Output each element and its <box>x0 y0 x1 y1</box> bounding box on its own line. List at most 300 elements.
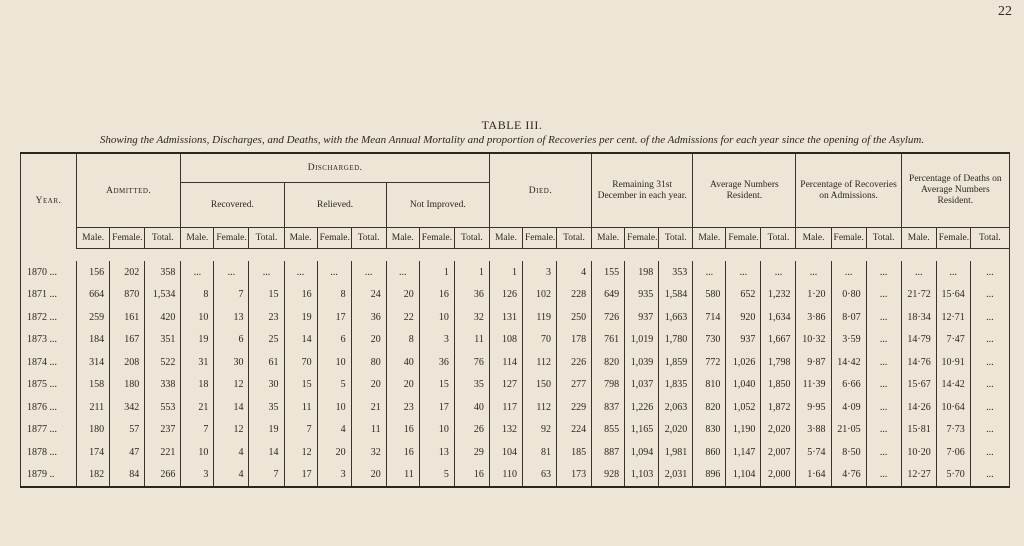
table-cell: ... <box>249 261 284 284</box>
table-cell: 9·87 <box>796 351 831 374</box>
table-cell: ... <box>970 441 1009 464</box>
table-cell: 150 <box>522 374 556 397</box>
subheader-female: Female. <box>214 228 249 249</box>
header-remaining: Remaining 31st December in each year. <box>592 153 693 228</box>
subheader-total: Total. <box>557 228 592 249</box>
table-cell: ... <box>284 261 317 284</box>
table-cell: 837 <box>592 396 625 419</box>
table-cell: 1,190 <box>726 419 761 442</box>
subheader-female: Female. <box>726 228 761 249</box>
table-cell: 12 <box>214 374 249 397</box>
table-cell: ... <box>351 261 386 284</box>
table-cell: 221 <box>145 441 181 464</box>
page-number: 22 <box>998 4 1012 19</box>
table-cell: 1,103 <box>625 464 659 488</box>
table-row <box>21 284 1010 307</box>
table-cell: 522 <box>145 351 181 374</box>
table-cell: 114 <box>489 351 522 374</box>
table-cell: 896 <box>693 464 726 488</box>
table-cell: ... <box>866 441 901 464</box>
table-cell: 1,040 <box>726 374 761 397</box>
table-cell: 15·67 <box>901 374 936 397</box>
table-cell: 860 <box>693 441 726 464</box>
statistics-table-container <box>20 152 1010 488</box>
table-cell: 15 <box>249 284 284 307</box>
table-cell: 10 <box>419 306 454 329</box>
table-cell: 119 <box>522 306 556 329</box>
row-year: 1870 ... <box>21 261 77 284</box>
table-cell: 7·47 <box>936 329 970 352</box>
table-cell: 30 <box>249 374 284 397</box>
table-cell: 1,039 <box>625 351 659 374</box>
table-cell: 338 <box>145 374 181 397</box>
table-cell: 14 <box>249 441 284 464</box>
table-cell: 10·20 <box>901 441 936 464</box>
table-cell: 5·74 <box>796 441 831 464</box>
table-cell: ... <box>970 261 1009 284</box>
table-cell: 7 <box>249 464 284 488</box>
table-cell: 70 <box>522 329 556 352</box>
row-year: 1878 ... <box>21 441 77 464</box>
table-cell: 250 <box>557 306 592 329</box>
table-cell: 2,020 <box>659 419 693 442</box>
table-cell: 4 <box>557 261 592 284</box>
table-cell: 26 <box>454 419 489 442</box>
table-cell: 798 <box>592 374 625 397</box>
table-cell: 211 <box>77 396 110 419</box>
table-cell: 3·86 <box>796 306 831 329</box>
table-cell: 10·32 <box>796 329 831 352</box>
table-cell: 1,534 <box>145 284 181 307</box>
header-row-3 <box>21 228 1010 249</box>
table-cell: 1·20 <box>796 284 831 307</box>
subheader-total: Total. <box>145 228 181 249</box>
table-cell: 17 <box>284 464 317 488</box>
table-cell: 17 <box>419 396 454 419</box>
table-cell: 820 <box>693 396 726 419</box>
table-cell: 1,850 <box>761 374 796 397</box>
table-cell: 24 <box>351 284 386 307</box>
subheader-female: Female. <box>110 228 145 249</box>
table-cell: 15·81 <box>901 419 936 442</box>
table-cell: 132 <box>489 419 522 442</box>
table-cell: 1,835 <box>659 374 693 397</box>
table-cell: 1 <box>454 261 489 284</box>
table-cell: 10·64 <box>936 396 970 419</box>
header-recovered: Recovered. <box>181 183 284 228</box>
row-year: 1875 ... <box>21 374 77 397</box>
table-cell: 761 <box>592 329 625 352</box>
table-cell: 208 <box>110 351 145 374</box>
table-cell: 10 <box>317 351 351 374</box>
row-year: 1873 ... <box>21 329 77 352</box>
subheader-male: Male. <box>796 228 831 249</box>
table-cell: 178 <box>557 329 592 352</box>
table-cell: 314 <box>77 351 110 374</box>
table-cell: 20 <box>351 374 386 397</box>
header-discharged: Discharged. <box>181 153 490 183</box>
table-cell: 4 <box>214 464 249 488</box>
table-cell: 420 <box>145 306 181 329</box>
table-cell: ... <box>866 464 901 488</box>
table-cell: 21 <box>181 396 214 419</box>
table-cell: 198 <box>625 261 659 284</box>
table-cell: 158 <box>77 374 110 397</box>
table-cell: 5 <box>317 374 351 397</box>
table-cell: 1,232 <box>761 284 796 307</box>
table-cell: 1 <box>489 261 522 284</box>
subheader-female: Female. <box>419 228 454 249</box>
table-cell: 84 <box>110 464 145 488</box>
subheader-total: Total. <box>761 228 796 249</box>
table-cell: 6 <box>214 329 249 352</box>
subheader-male: Male. <box>181 228 214 249</box>
table-cell: 23 <box>386 396 419 419</box>
header-died: Died. <box>489 153 591 228</box>
table-cell: 3·59 <box>831 329 866 352</box>
table-cell: 1,780 <box>659 329 693 352</box>
table-cell: 19 <box>284 306 317 329</box>
table-cell: ... <box>866 351 901 374</box>
table-cell: 6·66 <box>831 374 866 397</box>
table-cell: 22 <box>386 306 419 329</box>
table-cell: 19 <box>181 329 214 352</box>
subheader-male: Male. <box>693 228 726 249</box>
table-cell: 110 <box>489 464 522 488</box>
table-cell: 664 <box>77 284 110 307</box>
table-cell: ... <box>866 261 901 284</box>
table-cell: ... <box>866 396 901 419</box>
table-cell: 5·70 <box>936 464 970 488</box>
table-row <box>21 306 1010 329</box>
table-cell: 820 <box>592 351 625 374</box>
table-cell: 7 <box>214 284 249 307</box>
table-cell: 855 <box>592 419 625 442</box>
table-cell: 1,147 <box>726 441 761 464</box>
subheader-female: Female. <box>936 228 970 249</box>
table-cell: ... <box>831 261 866 284</box>
table-cell: 17 <box>317 306 351 329</box>
table-cell: 772 <box>693 351 726 374</box>
table-cell: 20 <box>351 464 386 488</box>
table-cell: 2,007 <box>761 441 796 464</box>
table-cell: 11·39 <box>796 374 831 397</box>
table-cell: 14·26 <box>901 396 936 419</box>
table-row <box>21 261 1010 284</box>
table-cell: 228 <box>557 284 592 307</box>
table-cell: 32 <box>351 441 386 464</box>
table-cell: ... <box>970 306 1009 329</box>
table-cell: 266 <box>145 464 181 488</box>
table-cell: 156 <box>77 261 110 284</box>
table-cell: 92 <box>522 419 556 442</box>
table-cell: 358 <box>145 261 181 284</box>
table-cell: 16 <box>454 464 489 488</box>
table-cell: 3 <box>317 464 351 488</box>
table-cell: 47 <box>110 441 145 464</box>
table-cell: 935 <box>625 284 659 307</box>
table-cell: ... <box>970 396 1009 419</box>
table-cell: 25 <box>249 329 284 352</box>
table-cell: 20 <box>386 374 419 397</box>
subheader-male: Male. <box>901 228 936 249</box>
table-cell: 1,094 <box>625 441 659 464</box>
subheader-female: Female. <box>317 228 351 249</box>
table-cell: 21·05 <box>831 419 866 442</box>
table-cell: 928 <box>592 464 625 488</box>
table-cell: 1,663 <box>659 306 693 329</box>
table-cell: ... <box>866 374 901 397</box>
subheader-total: Total. <box>659 228 693 249</box>
table-cell: 12·71 <box>936 306 970 329</box>
table-cell: 29 <box>454 441 489 464</box>
header-pct-recoveries: Percentage of Recoveries on Admissions. <box>796 153 901 228</box>
table-cell: 580 <box>693 284 726 307</box>
table-cell: 870 <box>110 284 145 307</box>
table-cell: 167 <box>110 329 145 352</box>
table-cell: ... <box>181 261 214 284</box>
subheader-male: Male. <box>386 228 419 249</box>
header-not-improved: Not Improved. <box>386 183 489 228</box>
table-cell: ... <box>796 261 831 284</box>
table-cell: 1,667 <box>761 329 796 352</box>
table-cell: 40 <box>454 396 489 419</box>
table-cell: 1,026 <box>726 351 761 374</box>
table-cell: 830 <box>693 419 726 442</box>
table-cell: 714 <box>693 306 726 329</box>
table-cell: 180 <box>77 419 110 442</box>
table-cell: 202 <box>110 261 145 284</box>
table-row <box>21 351 1010 374</box>
table-cell: 553 <box>145 396 181 419</box>
table-row <box>21 374 1010 397</box>
table-cell: 1,584 <box>659 284 693 307</box>
table-cell: 1,019 <box>625 329 659 352</box>
table-cell: 1,872 <box>761 396 796 419</box>
table-cell: 2,063 <box>659 396 693 419</box>
table-cell: 13 <box>214 306 249 329</box>
table-cell: 1 <box>419 261 454 284</box>
subheader-male: Male. <box>77 228 110 249</box>
table-cell: 7 <box>181 419 214 442</box>
table-cell: 237 <box>145 419 181 442</box>
row-year: 1871 ... <box>21 284 77 307</box>
table-body <box>21 249 1010 488</box>
table-cell: 13 <box>419 441 454 464</box>
table-cell: 342 <box>110 396 145 419</box>
header-relieved: Relieved. <box>284 183 386 228</box>
table-cell: 161 <box>110 306 145 329</box>
table-cell: 36 <box>351 306 386 329</box>
table-cell: ... <box>970 374 1009 397</box>
subheader-total: Total. <box>970 228 1009 249</box>
table-cell: 14·76 <box>901 351 936 374</box>
table-cell: ... <box>214 261 249 284</box>
table-cell: 32 <box>454 306 489 329</box>
table-cell: 4 <box>214 441 249 464</box>
table-cell: 16 <box>386 441 419 464</box>
table-cell: ... <box>693 261 726 284</box>
subheader-total: Total. <box>866 228 901 249</box>
table-cell: 16 <box>386 419 419 442</box>
table-cell: 1,037 <box>625 374 659 397</box>
subheader-total: Total. <box>249 228 284 249</box>
table-cell: ... <box>866 419 901 442</box>
table-cell: 131 <box>489 306 522 329</box>
subheader-female: Female. <box>625 228 659 249</box>
table-title: TABLE III. <box>481 118 543 132</box>
table-cell: 15 <box>284 374 317 397</box>
table-cell: 226 <box>557 351 592 374</box>
table-cell: 36 <box>419 351 454 374</box>
table-cell: 6 <box>317 329 351 352</box>
table-cell: 18 <box>181 374 214 397</box>
table-row <box>21 396 1010 419</box>
table-cell: ... <box>866 329 901 352</box>
table-cell: 173 <box>557 464 592 488</box>
row-year: 1877 ... <box>21 419 77 442</box>
table-cell: 185 <box>557 441 592 464</box>
spacer-row <box>21 249 1010 262</box>
table-cell: 14·79 <box>901 329 936 352</box>
table-cell: 4 <box>317 419 351 442</box>
table-cell: 10 <box>181 441 214 464</box>
table-cell: 7 <box>284 419 317 442</box>
table-cell: 7·73 <box>936 419 970 442</box>
table-cell: 16 <box>419 284 454 307</box>
table-cell: 80 <box>351 351 386 374</box>
table-cell: 4·76 <box>831 464 866 488</box>
table-cell: 2,020 <box>761 419 796 442</box>
row-year: 1874 ... <box>21 351 77 374</box>
table-cell: 108 <box>489 329 522 352</box>
table-cell: 11 <box>386 464 419 488</box>
table-cell: 16 <box>284 284 317 307</box>
table-subtitle: Showing the Admissions, Discharges, and Deaths, with the Mean Annual Mortality and proportion of Recoveries per cent. of the Admissions for each year since the opening of the Asylum. <box>99 134 925 146</box>
header-row-1 <box>21 153 1010 183</box>
table-cell: 229 <box>557 396 592 419</box>
table-cell: 1,859 <box>659 351 693 374</box>
table-cell: ... <box>970 284 1009 307</box>
table-cell: 259 <box>77 306 110 329</box>
table-cell: 1,634 <box>761 306 796 329</box>
table-cell: 937 <box>726 329 761 352</box>
table-cell: 10·91 <box>936 351 970 374</box>
table-cell: 180 <box>110 374 145 397</box>
table-cell: 14 <box>214 396 249 419</box>
table-cell: ... <box>761 261 796 284</box>
table-cell: 126 <box>489 284 522 307</box>
table-row <box>21 329 1010 352</box>
table-cell: 21·72 <box>901 284 936 307</box>
table-cell: 726 <box>592 306 625 329</box>
table-cell: ... <box>317 261 351 284</box>
table-cell: 14·42 <box>936 374 970 397</box>
table-cell: 224 <box>557 419 592 442</box>
table-cell: ... <box>866 306 901 329</box>
table-cell: 277 <box>557 374 592 397</box>
table-cell: 182 <box>77 464 110 488</box>
table-cell: 9·95 <box>796 396 831 419</box>
subheader-female: Female. <box>522 228 556 249</box>
header-pct-deaths: Percentage of Deaths on Average Numbers Resident. <box>901 153 1009 228</box>
table-cell: 4·09 <box>831 396 866 419</box>
table-cell: ... <box>970 464 1009 488</box>
table-cell: 112 <box>522 396 556 419</box>
table-cell: 1,104 <box>726 464 761 488</box>
table-cell: 35 <box>249 396 284 419</box>
table-cell: 10 <box>181 306 214 329</box>
subheader-male: Male. <box>592 228 625 249</box>
table-cell: 0·80 <box>831 284 866 307</box>
table-cell: 76 <box>454 351 489 374</box>
header-average: Average Numbers Resident. <box>693 153 796 228</box>
table-cell: ... <box>386 261 419 284</box>
table-cell: ... <box>970 329 1009 352</box>
table-cell: 102 <box>522 284 556 307</box>
table-cell: 937 <box>625 306 659 329</box>
table-cell: 3·88 <box>796 419 831 442</box>
header-admitted: Admitted. <box>77 153 181 228</box>
table-cell: 11 <box>284 396 317 419</box>
table-cell: 2,000 <box>761 464 796 488</box>
table-cell: 20 <box>317 441 351 464</box>
subheader-total: Total. <box>351 228 386 249</box>
table-cell: 174 <box>77 441 110 464</box>
subheader-male: Male. <box>284 228 317 249</box>
subheader-male: Male. <box>489 228 522 249</box>
table-cell: ... <box>970 419 1009 442</box>
table-cell: 8·50 <box>831 441 866 464</box>
table-cell: 155 <box>592 261 625 284</box>
table-cell: 8 <box>181 284 214 307</box>
table-cell: 1,052 <box>726 396 761 419</box>
table-cell: 21 <box>351 396 386 419</box>
table-cell: 8·07 <box>831 306 866 329</box>
subheader-female: Female. <box>831 228 866 249</box>
table-row <box>21 419 1010 442</box>
table-cell: 730 <box>693 329 726 352</box>
table-row <box>21 441 1010 464</box>
table-cell: 14 <box>284 329 317 352</box>
table-cell: ... <box>726 261 761 284</box>
table-cell: 12·27 <box>901 464 936 488</box>
table-cell: 81 <box>522 441 556 464</box>
table-cell: 20 <box>351 329 386 352</box>
table-cell: 1,981 <box>659 441 693 464</box>
table-cell: 10 <box>419 419 454 442</box>
table-cell: 15·64 <box>936 284 970 307</box>
table-cell: 20 <box>386 284 419 307</box>
table-cell: 57 <box>110 419 145 442</box>
header-year: Year. <box>21 153 77 249</box>
table-cell: ... <box>866 284 901 307</box>
table-cell: 23 <box>249 306 284 329</box>
table-cell: 127 <box>489 374 522 397</box>
table-cell: 5 <box>419 464 454 488</box>
table-cell: ... <box>970 351 1009 374</box>
table-cell: ... <box>901 261 936 284</box>
statistics-table <box>20 152 1010 488</box>
table-cell: 8 <box>317 284 351 307</box>
table-cell: 1,798 <box>761 351 796 374</box>
table-cell: 1·64 <box>796 464 831 488</box>
table-cell: 2,031 <box>659 464 693 488</box>
row-year: 1876 ... <box>21 396 77 419</box>
table-cell: 184 <box>77 329 110 352</box>
table-cell: 15 <box>419 374 454 397</box>
table-cell: 11 <box>351 419 386 442</box>
